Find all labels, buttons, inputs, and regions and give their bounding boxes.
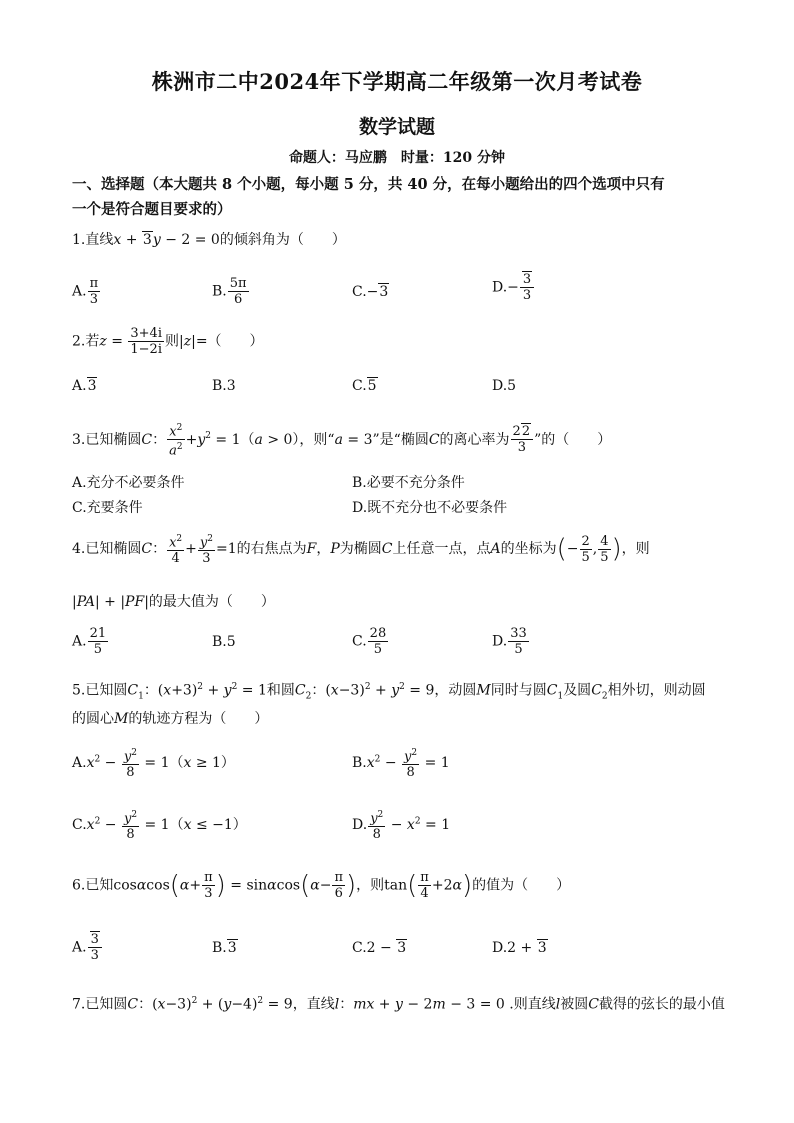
section-heading-line-1: 一、选择题（本大题共 8 个小题，每小题 5 分，共 40 分，在每小题给出的四个选项中只有 (72, 176, 665, 193)
q4-option-d[interactable]: D. $\frac{33}{5}$ (492, 626, 527, 657)
question-number: 2. (72, 333, 86, 350)
question-2: 2.若z = $\frac{3+4i}{1-2i}$ 则|z|=（ ） (72, 326, 264, 357)
question-number: 1. (72, 232, 86, 248)
page-title: 株洲市二中2024年下学期高二年级第一次月考试卷 (151, 69, 643, 94)
q2-option-d[interactable]: D.5 (492, 378, 517, 394)
q2-option-a[interactable]: A.3 (72, 378, 97, 394)
section-heading-line-2: 一个是符合题目要求的） (72, 201, 232, 218)
question-5: 5.已知圆$C_1$：$(x+3)^2 + y^2 = 1$和圆$C_2$：$(x-3)^2 + y^2 = 9$，动圆M同时与圆$C_1$及圆$C_2$相外切，则动圆 (72, 682, 706, 702)
question-number: 5. (72, 682, 86, 699)
q5-option-d[interactable]: D. $\frac{y^2}{8}$ − $x^2 = 1$ (352, 810, 451, 843)
q1-option-b[interactable]: B. $\frac{5\pi}{6}$ (212, 276, 247, 307)
q4-option-a[interactable]: A. $\frac{21}{5}$ (72, 626, 107, 657)
question-4-line-2: |PA| + |PF|的最大值为（ ） (72, 594, 275, 610)
q1-option-a[interactable]: A. $\frac{\pi}{3}$ (72, 276, 99, 307)
page-subtitle: 数学试题 (358, 116, 435, 138)
question-number: 3. (72, 431, 86, 448)
q3-option-b[interactable]: B.必要不充分条件 (352, 475, 465, 491)
section-heading (72, 172, 722, 222)
q3-option-a[interactable]: A.充分不必要条件 (72, 475, 185, 491)
q4-option-b[interactable]: B.5 (212, 634, 236, 650)
q6-option-c[interactable]: C.2 − 3 (352, 940, 407, 956)
q6-option-d[interactable]: D.2 + 3 (492, 940, 547, 956)
question-4: 4.已知椭圆C： $\frac{x^2}{4}$ + $\frac{y^2}{3}$ =1的右焦点为F，P为椭圆C上任意一点，点A的坐标为(− $\frac{2}{5}$ , $\frac{4}{5}$ )，则 (72, 533, 650, 567)
question-5-line-2: 的圆心M的轨迹方程为（ ） (72, 711, 269, 727)
q3-option-c[interactable]: C.充要条件 (72, 500, 143, 516)
question-3: 3.已知椭圆C： $\frac{x^2}{a^2}$ $+y^2 = 1(a > 0)$，则“a = 3”是“椭圆C的离心率为 $\frac{22}{3}$ ”的（ ） (72, 423, 612, 459)
q1-option-c[interactable]: C.−3 (352, 284, 389, 300)
q4-option-c[interactable]: C. $\frac{28}{5}$ (352, 626, 387, 657)
question-7: 7.已知圆C：$(x-3)^2 + (y-4)^2 = 9$，直线l：mx + y − 2m − 3 = 0 .则直线l被圆C截得的弦长的最小值 (72, 996, 725, 1013)
question-1: 1.直线x + 3y − 2 = 0的倾斜角为（ ） (72, 232, 346, 248)
q3-option-d[interactable]: D.既不充分也不必要条件 (352, 500, 508, 516)
exam-meta: 命题人：马应鹏 时量：120 分钟 (288, 150, 506, 166)
q6-option-b[interactable]: B.3 (212, 940, 237, 956)
q5-option-c[interactable]: $C.x^2$ − $\frac{y^2}{8}$ = 1（x ≤ −1） (72, 810, 247, 843)
q5-option-a[interactable]: $A.x^2$ − $\frac{y^2}{8}$ = 1（x ≥ 1） (72, 748, 235, 781)
question-6: 6.已知cosαcos(α+ $\frac{\pi}{3}$ ) = sinαcos(α− $\frac{\pi}{6}$ )，则tan( $\frac{\pi}{4}$ +2α)的值为（ ） (72, 870, 571, 901)
question-number: 4. (72, 541, 86, 558)
q2-option-b[interactable]: B.3 (212, 378, 236, 394)
q1-option-d[interactable]: D.− $\frac{3}{3}$ (492, 272, 535, 303)
q5-option-b[interactable]: $B.x^2$ − $\frac{y^2}{8}$ = 1 (352, 748, 450, 781)
q6-option-a[interactable]: A. $\frac{3}{3}$ (72, 932, 103, 963)
question-number: 7. (72, 996, 86, 1013)
q2-option-c[interactable]: C.5 (352, 378, 377, 394)
question-number: 6. (72, 877, 86, 894)
